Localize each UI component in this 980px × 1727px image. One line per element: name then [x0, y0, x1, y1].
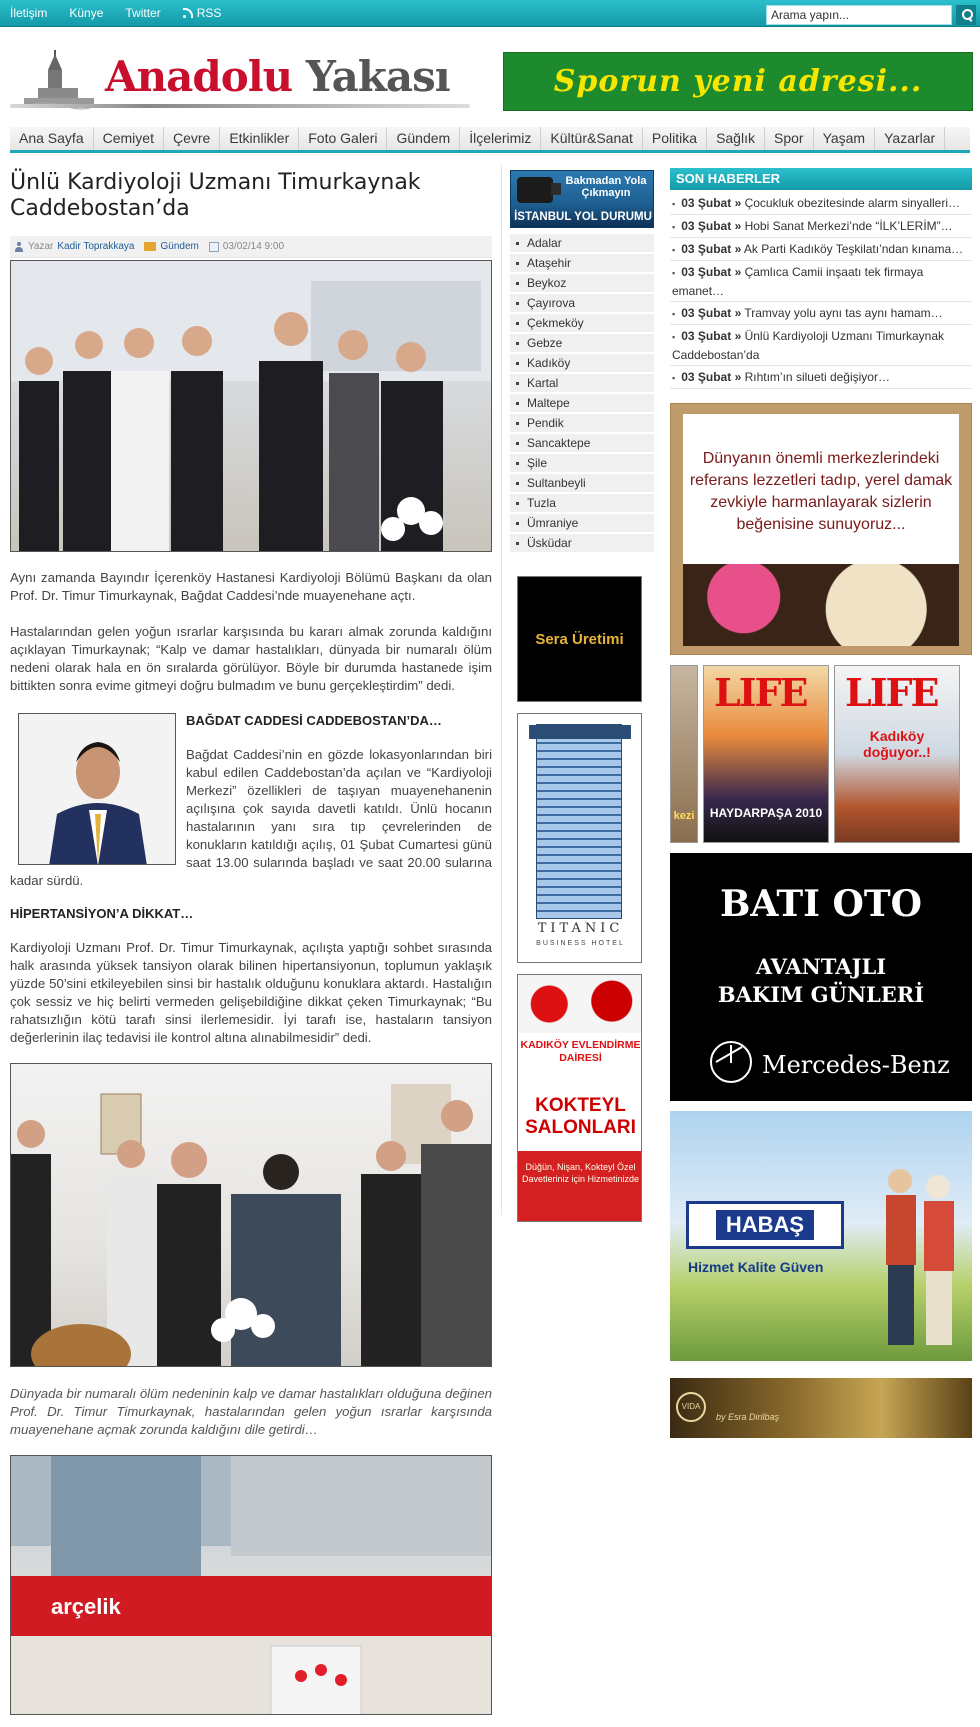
meta-date	[209, 241, 284, 252]
mag-partial-caption: kezi	[673, 810, 695, 822]
son-haberler-header: SON HABERLER	[670, 168, 972, 190]
top-bar	[0, 0, 980, 27]
right-column	[670, 168, 972, 1438]
article-paragraph-1: Aynı zamanda Bayındır İçerenköy Hastanesi Kardiyoloji Bölümü Başkanı da olan Prof. Dr. Timur Timurkaynak, Bağdat Caddesi’nde muayenehane açtı.	[10, 570, 492, 603]
top-links	[10, 6, 221, 20]
nav-yazarlar[interactable]: Yazarlar	[875, 127, 945, 150]
district-item[interactable]: Ümraniye	[510, 514, 654, 534]
traffic-ad-line1: Bakmadan Yola Çıkmayın	[565, 175, 647, 199]
traffic-status-ad[interactable]	[510, 170, 654, 228]
news-title: Çocukluk obezitesinde alarm sinyalleri…	[744, 196, 961, 210]
district-item[interactable]: Sancaktepe	[510, 434, 654, 454]
magazine-cover-partial[interactable]	[670, 665, 698, 843]
news-title: Hobi Sanat Merkezi’nde “İLK’LERİM”…	[744, 219, 953, 233]
search-button[interactable]	[956, 5, 976, 25]
rss-label: RSS	[196, 6, 222, 20]
nav-politika[interactable]: Politika	[643, 127, 707, 150]
nav-spor[interactable]: Spor	[765, 127, 814, 150]
nav-yasam[interactable]: Yaşam	[814, 127, 876, 150]
storefront-photo-illustration	[11, 1456, 492, 1715]
district-item[interactable]: Kadıköy	[510, 354, 654, 374]
user-icon	[14, 242, 24, 252]
news-item[interactable]	[670, 302, 972, 325]
latest-news-list	[670, 192, 972, 389]
rss-icon	[183, 8, 193, 18]
news-date: 03 Şubat	[681, 196, 732, 210]
traffic-ad-line2: İSTANBUL YOL DURUMU	[514, 211, 652, 223]
article-meta	[10, 236, 492, 258]
district-item[interactable]: Pendik	[510, 414, 654, 434]
article-photo-storefront	[10, 1455, 492, 1715]
kokteyl-bottom-text: Düğün, Nişan, Kokteyl Özel Davetleriniz için Hizmetinizde	[518, 1151, 642, 1222]
district-item[interactable]: Tuzla	[510, 494, 654, 514]
district-item[interactable]: Çekmeköy	[510, 314, 654, 334]
logo-word-2: Yakası	[305, 52, 450, 101]
calendar-icon	[209, 242, 219, 252]
district-item[interactable]: Maltepe	[510, 394, 654, 414]
article-title: Ünlü Kardiyoloji Uzmanı Timurkaynak Caddebostan’da	[10, 170, 421, 221]
news-item[interactable]	[670, 261, 972, 302]
rss-link[interactable]	[183, 6, 222, 20]
couple-illustration	[860, 1161, 970, 1361]
raquo-icon: »	[734, 219, 742, 233]
subheading-hipertansiyon: HİPERTANSİYON’A DİKKAT…	[10, 906, 194, 921]
magazine-covers	[670, 665, 972, 843]
titanic-sub: BUSINESS HOTEL	[536, 940, 625, 947]
restaurant-ad[interactable]	[670, 403, 972, 655]
imprint-link[interactable]: Künye	[69, 6, 104, 20]
mercedes-star-icon	[710, 1041, 752, 1083]
news-item[interactable]	[670, 366, 972, 389]
sera-ad-text: Sera Üretimi	[535, 630, 624, 648]
district-item[interactable]: Üsküdar	[510, 534, 654, 554]
kokteyl-salon-ad[interactable]	[517, 974, 642, 1222]
logo-text	[105, 52, 450, 101]
article-datetime: 03/02/14 9:00	[222, 241, 285, 252]
news-date: 03 Şubat	[681, 329, 732, 343]
article-photo-group	[10, 260, 492, 552]
bati-oto-title: BATI OTO	[719, 883, 923, 925]
news-date: 03 Şubat	[681, 219, 732, 233]
vida-logo: VIDA	[676, 1392, 706, 1422]
folder-icon	[144, 242, 156, 251]
vida-subtitle: by Esra Dirilbaş	[716, 1412, 780, 1422]
news-date: 03 Şubat	[681, 370, 732, 384]
district-item[interactable]: Çayırova	[510, 294, 654, 314]
article-paragraph-4: Kardiyoloji Uzmanı Prof. Dr. Timur Timurkaynak, açılışta yaptığı sohbet sırasında halk arasında yüksek tansiyon olarak bilinen hipertansiyonun, toplumun yaklaşık yüzde 50’sini etkileyebilen sinsi bir hastalık olduğunu konuklara aktardı. Hastalığın çok sessiz ve hiç belirti vermeden gelişebildiğine dikkat çeken Timurkaynak; “Bu rahatsızlığın kötü tarafı sinsi ilerlemesidir. İyi tarafı ise, hastaların tansiyon değerlerinin ilaç tedavisi ile kontrol altına alınabilmesidir” dedi.	[10, 940, 492, 1045]
district-item[interactable]: Şile	[510, 454, 654, 474]
district-item[interactable]: Gebze	[510, 334, 654, 354]
restaurant-ad-text: Dünyanın önemli merkezlerindeki referans lezzetleri tadıp, yerel damak zevkiyle harmanlayarak sizlerin beğenisine sunuyoruz...	[689, 450, 953, 533]
news-item[interactable]	[670, 238, 972, 261]
meta-category	[144, 241, 198, 252]
roses-illustration	[518, 975, 642, 1033]
magazine-cover-haydarpasa[interactable]	[703, 665, 829, 843]
sera-ad[interactable]	[517, 576, 642, 702]
news-item[interactable]	[670, 192, 972, 215]
news-title: Ünlü Kardiyoloji Uzmanı Timurkaynak Caddebostan’da	[672, 329, 944, 362]
restaurant-ad-panel	[683, 414, 959, 646]
news-date: 03 Şubat	[681, 265, 732, 279]
titanic-hotel-ad[interactable]	[517, 713, 642, 963]
nav-ana-sayfa[interactable]: Ana Sayfa	[10, 127, 94, 150]
news-item[interactable]	[670, 325, 972, 366]
photo-caption: Dünyada bir numaralı ölüm nedeninin kalp ve damar hastalıkları olduğuna değinen Prof. Dr. Timur Timurkaynak, hastalarından gelen yoğun ısrarlar karşısında muayenehane açmak zorunda kaldığını dile getirdi…	[10, 1386, 492, 1437]
logo-word-1: Anadolu	[105, 52, 293, 101]
nav-cemiyet[interactable]: Cemiyet	[94, 127, 164, 150]
raquo-icon: »	[734, 329, 742, 343]
hotel-building-illustration	[536, 724, 622, 919]
article-section-bagdat	[10, 713, 492, 890]
raquo-icon: »	[734, 370, 742, 384]
district-item[interactable]: Ataşehir	[510, 254, 654, 274]
news-title: Çamlıca Camii inşaatı tek firmaya emanet…	[672, 265, 924, 298]
news-title: Ak Parti Kadıköy Teşkilatı’ndan kınama…	[743, 242, 964, 256]
nav-etkinlikler[interactable]: Etkinlikler	[220, 127, 299, 150]
middle-column	[510, 170, 654, 1222]
camera-icon	[517, 177, 553, 203]
nav-kultur-sanat[interactable]: Kültür&Sanat	[541, 127, 643, 150]
kokteyl-top-text: KADIKÖY EVLENDİRME DAİRESİ	[520, 1039, 641, 1064]
article-paragraph-3: Bağdat Caddesi’nin en gözde lokasyonlarından biri kabul edilen Caddebostan’da açılan ve “Kardiyoloji Merkezi” özellikleri de taşıyan muayenehanenin açılışına çok sayıda davetli katıldı. Ünlü hocanın hastalarının yanı sıra tıp çevrelerinden de konukların katıldığı açılış, 01 Şubat Cumartesi günü saat 13.00 sularında başladı ve saat 20.00 sularına kadar sürdü.	[10, 747, 492, 888]
article-paragraph-2: Hastalarından gelen yoğun ısrarlar karşısında bu kararı almak zorunda kaldığını açıklayan Timurkaynak; “Kalp ve damar hastalıkları, dünyada bir numaralı ölüm nedeni olarak hala en ön sıralarda görülüyor. Böyle bir durumda hastanede işim bittikten sonra evime gitmeyi doğru bulmadım ve bunu gerçekleştirdim” dedi.	[10, 624, 492, 693]
twitter-link[interactable]: Twitter	[125, 6, 161, 20]
kokteyl-main-text: KOKTEYL SALONLARI	[525, 1095, 636, 1138]
nav-ilcelerimiz[interactable]: İlçelerimiz	[460, 127, 541, 150]
district-item[interactable]: Sultanbeyli	[510, 474, 654, 494]
meta-author	[14, 241, 134, 252]
mercedes-brand-text: Mercedes-Benz	[762, 1051, 950, 1079]
subheading-bagdat: BAĞDAT CADDESİ CADDEBOSTAN’DA…	[186, 713, 442, 728]
district-item[interactable]: Adalar	[510, 234, 654, 254]
column-divider	[501, 165, 502, 1215]
titanic-name: TITANIC	[537, 921, 624, 936]
magazine-cover-kadikoy[interactable]	[834, 665, 960, 843]
news-item[interactable]	[670, 215, 972, 238]
bati-oto-lines	[670, 953, 972, 1009]
habas-slogan: Hizmet Kalite Güven	[688, 1259, 824, 1275]
group-photo-illustration	[11, 261, 492, 552]
news-title: Tramvay yolu aynı tas aynı hamam…	[744, 306, 943, 320]
raquo-icon: »	[734, 196, 742, 210]
raquo-icon: »	[734, 306, 742, 320]
habas-ad[interactable]	[670, 1111, 972, 1361]
raquo-icon: »	[734, 265, 742, 279]
nav-gundem[interactable]: Gündem	[387, 127, 460, 150]
author-link[interactable]: Kadir Toprakkaya	[57, 241, 135, 252]
habas-logo: HABAŞ	[716, 1210, 814, 1240]
site-logo[interactable]	[10, 38, 470, 116]
nav-cevre[interactable]: Çevre	[164, 127, 220, 150]
author-label: Yazar	[28, 241, 54, 252]
mag-caption: HAYDARPAŞA 2010	[709, 806, 823, 820]
news-date: 03 Şubat	[681, 306, 732, 320]
habas-logo-box	[686, 1201, 844, 1249]
nav-foto-galeri[interactable]: Foto Galeri	[299, 127, 387, 150]
vida-ad[interactable]	[670, 1378, 972, 1438]
search-input[interactable]	[766, 5, 952, 25]
storefront-sign-text: arçelik	[51, 1594, 121, 1619]
article	[10, 170, 492, 1715]
category-link[interactable]: Gündem	[160, 241, 199, 252]
header-banner-text: Sporun yeni adresi...	[553, 64, 923, 99]
contact-link[interactable]: İletişim	[10, 6, 48, 20]
news-date: 03 Şubat	[681, 242, 732, 256]
district-item[interactable]: Kartal	[510, 374, 654, 394]
logo-swoosh	[10, 104, 470, 108]
district-list	[510, 234, 654, 554]
mag-logo: LIFE	[845, 670, 938, 715]
news-title: Rıhtım’ın silueti değişiyor…	[744, 370, 890, 384]
cakes-illustration	[683, 564, 959, 646]
portrait-illustration	[19, 714, 176, 865]
doctor-portrait	[18, 713, 176, 865]
district-item[interactable]: Beykoz	[510, 274, 654, 294]
nav-saglik[interactable]: Sağlık	[707, 127, 765, 150]
raquo-icon: »	[734, 242, 742, 256]
conversation-photo-illustration	[11, 1064, 492, 1367]
maiden-tower-icon	[24, 42, 94, 110]
article-photo-conversation	[10, 1063, 492, 1367]
bati-oto-line2: BAKIM GÜNLERİ	[717, 982, 925, 1007]
mag-logo: LIFE	[714, 670, 807, 715]
main-nav	[10, 127, 970, 153]
mag-caption: Kadıköy doğuyor..!	[863, 728, 931, 760]
header-banner-ad[interactable]	[503, 52, 973, 111]
bati-oto-ad[interactable]	[670, 853, 972, 1101]
bati-oto-line1: AVANTAJLI	[755, 954, 887, 979]
